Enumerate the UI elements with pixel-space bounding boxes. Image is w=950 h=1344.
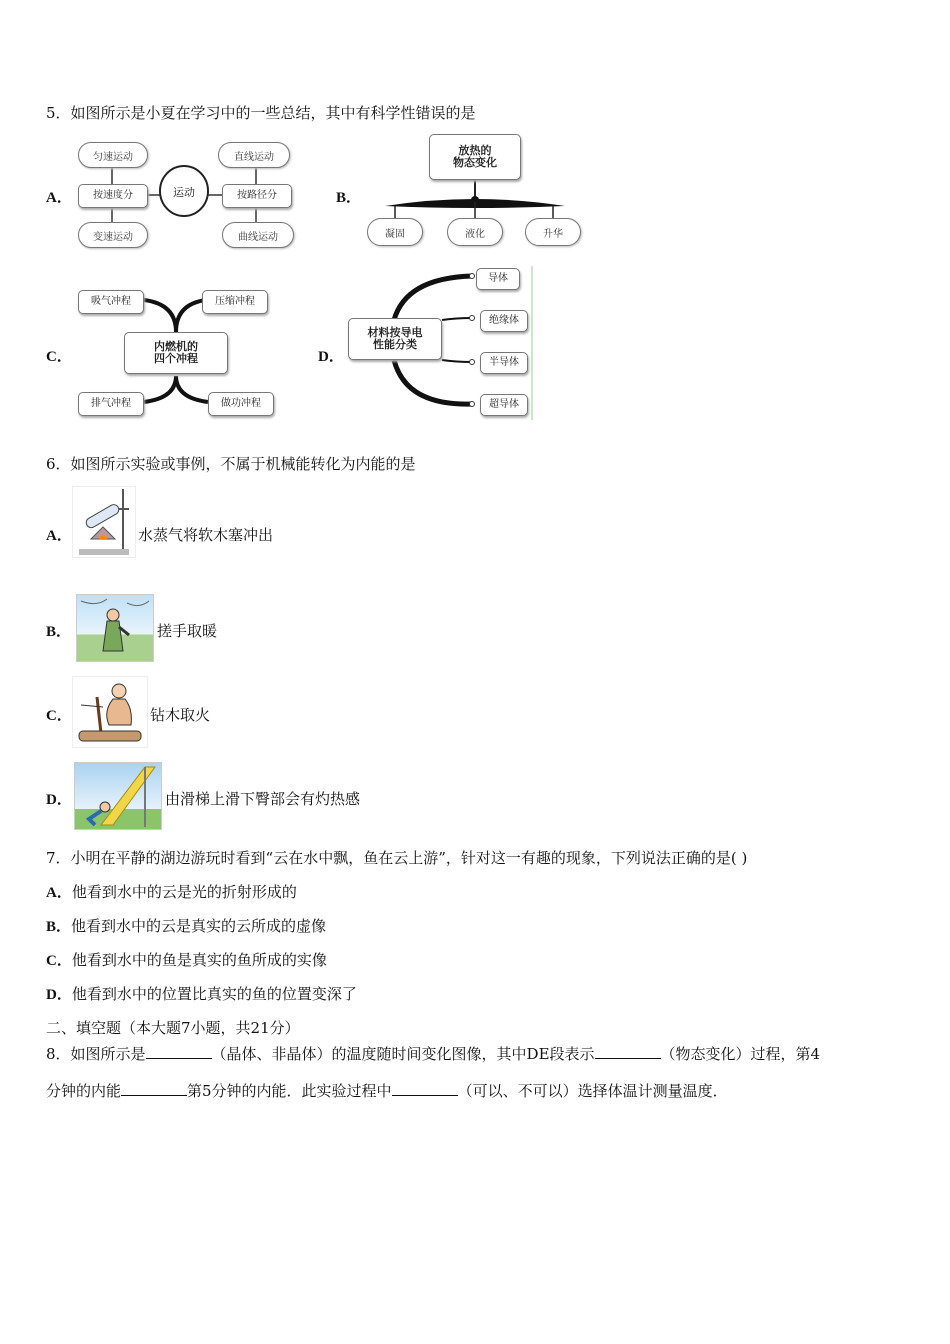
q5-d-diagram	[346, 264, 536, 422]
q6-b-text: 搓手取暖	[157, 622, 218, 640]
q8-line1	[46, 1043, 820, 1064]
q5-c-compression: 压缩冲程	[202, 290, 268, 314]
q6-c-drill-fire-image	[72, 676, 148, 748]
q6-option-d-label[interactable]: D．	[46, 792, 72, 808]
q5-d-conductor: 导体	[476, 268, 520, 290]
q7-option-a-text: 他看到水中的云是光的折射形成的	[71, 883, 297, 901]
q5-b-sublimate: 升华	[525, 218, 581, 246]
q8-blank-4[interactable]	[392, 1081, 458, 1096]
q7-option-b-text: 他看到水中的云是真实的云所成的虚像	[71, 917, 327, 935]
q5-d-semiconductor: 半导体	[480, 352, 528, 374]
q5-c-intake: 吸气冲程	[78, 290, 144, 314]
q6-stem: 6．如图所示实验或事例，不属于机械能转化为内能的是	[46, 455, 416, 473]
q6-d-text: 由滑梯上滑下臀部会有灼热感	[165, 790, 361, 808]
q5-d-insulator: 绝缘体	[480, 310, 528, 332]
drill-wood-fire-icon	[73, 677, 147, 747]
q8-text-3: （物态变化）过程，第4	[660, 1045, 821, 1063]
q5-a-curved-motion: 曲线运动	[222, 222, 294, 248]
q6-a-text: 水蒸气将软木塞冲出	[138, 526, 274, 544]
q7-option-d-text: 他看到水中的位置比真实的鱼的位置变深了	[71, 985, 357, 1003]
q5-b-liquefy: 液化	[447, 218, 503, 246]
q7-option-d[interactable]	[46, 983, 357, 1004]
q5-a-diagram	[76, 138, 296, 248]
q7-stem: 7．小明在平静的湖边游玩时看到“云在水中飘，鱼在云上游”，针对这一有趣的现象，下列说法正确的是( )	[46, 849, 748, 867]
q8-text-4: 分钟的内能	[46, 1082, 122, 1100]
q7-option-a[interactable]	[46, 881, 297, 902]
q7-option-c-label: C．	[46, 953, 72, 969]
q5-c-power: 做功冲程	[208, 392, 274, 416]
q6-c-text: 钻木取火	[150, 706, 211, 724]
q5-a-variable-motion: 变速运动	[78, 222, 148, 248]
q5-d-superconductor: 超导体	[480, 394, 528, 416]
q5-c-diagram	[76, 284, 280, 420]
q5-b-diagram	[365, 132, 585, 250]
q7-option-a-label: A．	[46, 885, 72, 901]
q5-a-by-path: 按路径分	[222, 184, 292, 208]
q8-text-6: （可以、不可以）选择体温计测量温度．	[457, 1082, 728, 1100]
q5-option-c-label[interactable]: C．	[46, 349, 72, 365]
q5-d-center: 材料按导电 性能分类	[348, 318, 442, 360]
q7-option-c-text: 他看到水中的鱼是真实的鱼所成的实像	[71, 951, 327, 969]
q8-line2	[46, 1080, 728, 1101]
slide-icon	[75, 763, 161, 829]
q5-c-exhaust: 排气冲程	[78, 392, 144, 416]
person-rubbing-hands-icon	[77, 595, 153, 661]
q5-a-center: 运动	[173, 186, 195, 199]
section-fill-in-title: 二、填空题（本大题7小题，共21分）	[46, 1019, 300, 1037]
q8-blank-1[interactable]	[146, 1044, 212, 1059]
q8-text-2: （晶体、非晶体）的温度随时间变化图像，其中DE段表示	[211, 1045, 595, 1063]
q6-a-test-tube-image	[72, 486, 136, 558]
q6-b-rub-hands-image	[76, 594, 154, 662]
q7-option-b[interactable]	[46, 915, 326, 936]
q5-c-center: 内燃机的 四个冲程	[124, 332, 228, 374]
q7-option-c[interactable]	[46, 949, 327, 970]
q8-blank-3[interactable]	[121, 1081, 187, 1096]
q8-text-5: 第5分钟的内能．此实验过程中	[187, 1082, 392, 1100]
q5-option-b-label[interactable]: B．	[336, 190, 362, 206]
q5-a-linear-motion: 直线运动	[218, 142, 290, 168]
q6-option-a-label[interactable]: A．	[46, 528, 72, 544]
q5-stem: 5．如图所示是小夏在学习中的一些总结，其中有科学性错误的是	[46, 104, 476, 122]
q6-d-slide-image	[74, 762, 162, 830]
q8-blank-2[interactable]	[595, 1044, 661, 1059]
q5-b-solidify: 凝固	[367, 218, 423, 246]
q5-option-d-label[interactable]: D．	[318, 349, 344, 365]
q6-option-c-label[interactable]: C．	[46, 708, 72, 724]
q5-a-uniform-motion: 匀速运动	[78, 142, 148, 168]
q5-option-a-label[interactable]: A．	[46, 190, 72, 206]
q7-option-d-label: D．	[46, 987, 72, 1003]
q5-a-by-speed: 按速度分	[78, 184, 148, 208]
q8-text-1: 8．如图所示是	[46, 1045, 146, 1063]
q5-b-heat-release: 放热的 物态变化	[429, 134, 521, 180]
q7-option-b-label: B．	[46, 919, 72, 935]
test-tube-icon	[73, 487, 135, 557]
q6-option-b-label[interactable]: B．	[46, 624, 72, 640]
